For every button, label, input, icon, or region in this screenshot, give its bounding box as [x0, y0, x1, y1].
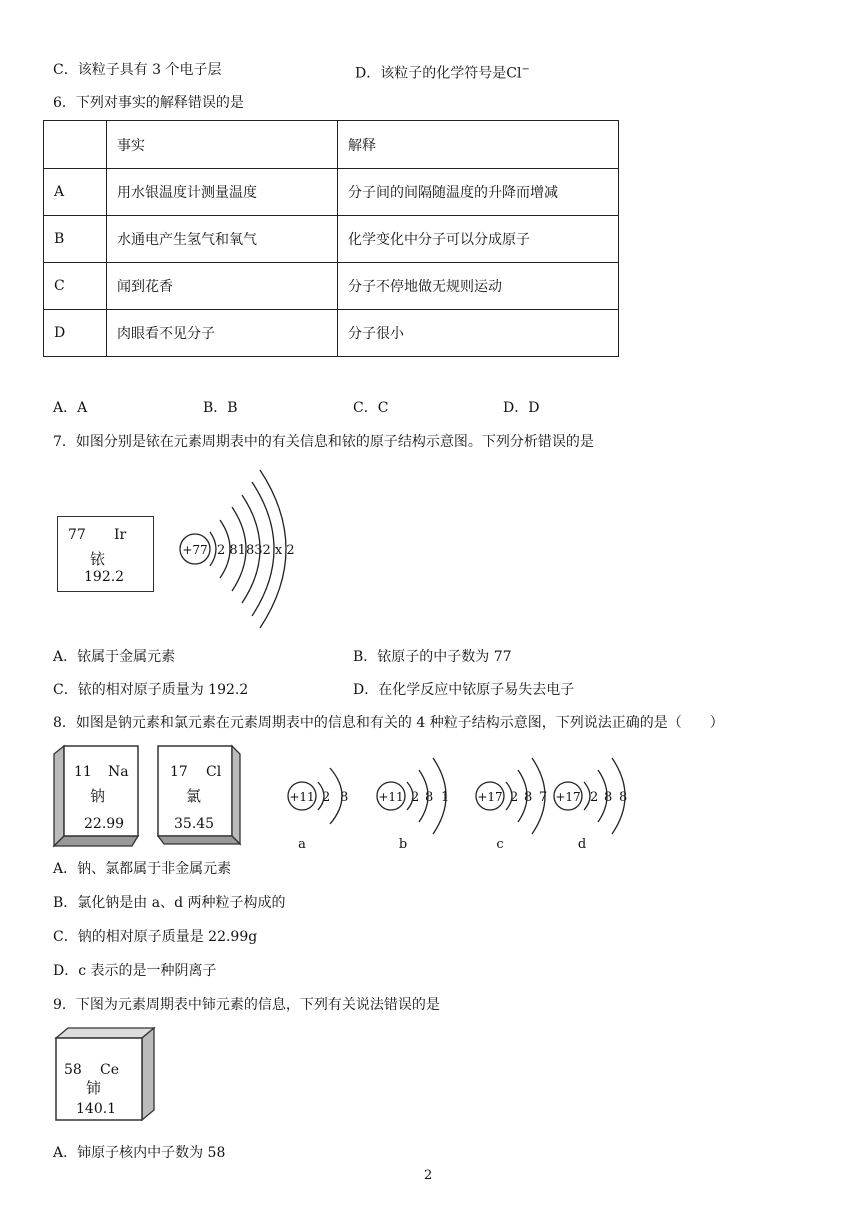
table-cell: 事实 — [107, 121, 338, 169]
particle-label: c — [496, 837, 504, 852]
nucleus-charge: +77 — [182, 543, 208, 557]
q7-option-b: B．铱原子的中子数为 77 — [353, 649, 512, 665]
q6-option-b: B．B — [203, 400, 238, 416]
table-cell: 水通电产生氢气和氧气 — [107, 216, 338, 263]
q8-option-d: D．c 表示的是一种阴离子 — [53, 963, 217, 979]
table-cell: 分子不停地做无规则运动 — [338, 263, 619, 310]
table-cell: 肉眼看不见分子 — [107, 310, 338, 357]
table-cell: 用水银温度计测量温度 — [107, 169, 338, 216]
q7-option-d: D．在化学反应中铱原子易失去电子 — [353, 682, 575, 698]
q7-option-a: A．铱属于金属元素 — [53, 649, 176, 665]
cerium-element-card — [54, 1026, 158, 1126]
q5-option-d-text: D．该粒子的化学符号是 — [355, 65, 507, 82]
q6-table — [43, 120, 619, 357]
q8-stem: 8．如图是钠元素和氯元素在元素周期表中的信息和有关的 4 种粒子结构示意图，下列说法正确的是（ ） — [53, 715, 724, 731]
page-number: 2 — [424, 1168, 433, 1183]
table-cell — [44, 121, 107, 169]
particle-b-diagram — [375, 756, 465, 854]
table-cell: C — [44, 263, 107, 310]
table-cell: 闻到花香 — [107, 263, 338, 310]
table-cell: 分子很小 — [338, 310, 619, 357]
q5-option-d-symbol: Cl — [506, 65, 522, 82]
shell-electrons: 1 — [441, 790, 450, 805]
shell-electrons: 8 — [524, 790, 533, 805]
element-name: 铱 — [90, 550, 106, 568]
q5-option-c: C．该粒子具有 3 个电子层 — [53, 62, 222, 78]
table-row — [44, 169, 619, 216]
table-row — [44, 310, 619, 357]
element-symbol: Ir — [114, 527, 127, 543]
element-number: 58 — [64, 1062, 82, 1078]
nucleus-charge: +11 — [289, 790, 315, 804]
q7-stem: 7．如图分别是铱在元素周期表中的有关信息和铱的原子结构示意图。下列分析错误的是 — [53, 434, 594, 450]
q6-option-a: A．A — [53, 400, 88, 416]
element-mass: 140.1 — [76, 1101, 117, 1117]
element-mass: 192.2 — [84, 569, 125, 585]
iridium-element-card — [57, 516, 154, 592]
element-symbol: Na — [108, 764, 129, 780]
q6-option-c: C．C — [353, 400, 389, 416]
particle-a-diagram — [286, 756, 366, 854]
shell-electrons: 2 — [322, 790, 331, 805]
chlorine-element-card — [156, 744, 246, 848]
element-name: 铈 — [86, 1079, 102, 1097]
table-cell: 化学变化中分子可以分成原子 — [338, 216, 619, 263]
shell-electrons: 2 — [411, 790, 420, 805]
q5-option-d — [355, 60, 530, 84]
table-cell: A — [44, 169, 107, 216]
table-cell: D — [44, 310, 107, 357]
shell-electrons: 8 — [604, 790, 613, 805]
q9-stem: 9．下图为元素周期表中铈元素的信息，下列有关说法错误的是 — [53, 997, 440, 1013]
iridium-atom-diagram — [170, 462, 310, 632]
table-header-row — [44, 121, 619, 169]
shell-electrons: 8 — [619, 790, 628, 805]
q5-option-d-charge: − — [521, 64, 530, 75]
nucleus-charge: +11 — [378, 790, 404, 804]
element-number: 17 — [170, 764, 188, 780]
table-row — [44, 216, 619, 263]
nucleus-charge: +17 — [477, 790, 503, 804]
q9-option-a: A．铈原子核内中子数为 58 — [53, 1145, 226, 1161]
table-cell: 解释 — [338, 121, 619, 169]
q8-option-b: B．氯化钠是由 a、d 两种粒子构成的 — [53, 895, 286, 911]
q7-option-c: C．铱的相对原子质量为 192.2 — [53, 682, 249, 698]
particle-label: d — [577, 837, 587, 852]
q6-option-d: D．D — [503, 400, 540, 416]
shell-electrons: 7 — [539, 790, 548, 805]
electron-shell-arc — [210, 532, 216, 566]
particle-c-diagram — [474, 756, 564, 854]
element-number: 77 — [68, 527, 86, 543]
shell-electrons: 2 — [510, 790, 519, 805]
table-cell: 分子间的间隔随温度的升降而增减 — [338, 169, 619, 216]
element-name: 钠 — [90, 787, 106, 805]
element-symbol: Ce — [100, 1062, 119, 1078]
particle-d-diagram — [552, 756, 642, 854]
shell-electrons: 2 — [590, 790, 599, 805]
nucleus-charge: +17 — [555, 790, 581, 804]
element-mass: 35.45 — [174, 816, 215, 832]
q6-stem: 6．下列对事实的解释错误的是 — [53, 95, 244, 111]
shell-electrons: 2 81832 x 2 — [217, 543, 295, 558]
element-name: 氯 — [186, 787, 202, 805]
element-symbol: Cl — [206, 764, 222, 780]
shell-electrons: 8 — [340, 790, 349, 805]
particle-label: a — [298, 837, 306, 852]
sodium-element-card — [52, 744, 142, 848]
element-number: 11 — [74, 764, 92, 780]
particle-label: b — [398, 837, 408, 852]
element-mass: 22.99 — [84, 816, 125, 832]
q8-option-c: C．钠的相对原子质量是 22.99g — [53, 929, 258, 945]
table-row — [44, 263, 619, 310]
shell-electrons: 8 — [425, 790, 434, 805]
q8-option-a: A．钠、氯都属于非金属元素 — [53, 861, 232, 877]
table-cell: B — [44, 216, 107, 263]
